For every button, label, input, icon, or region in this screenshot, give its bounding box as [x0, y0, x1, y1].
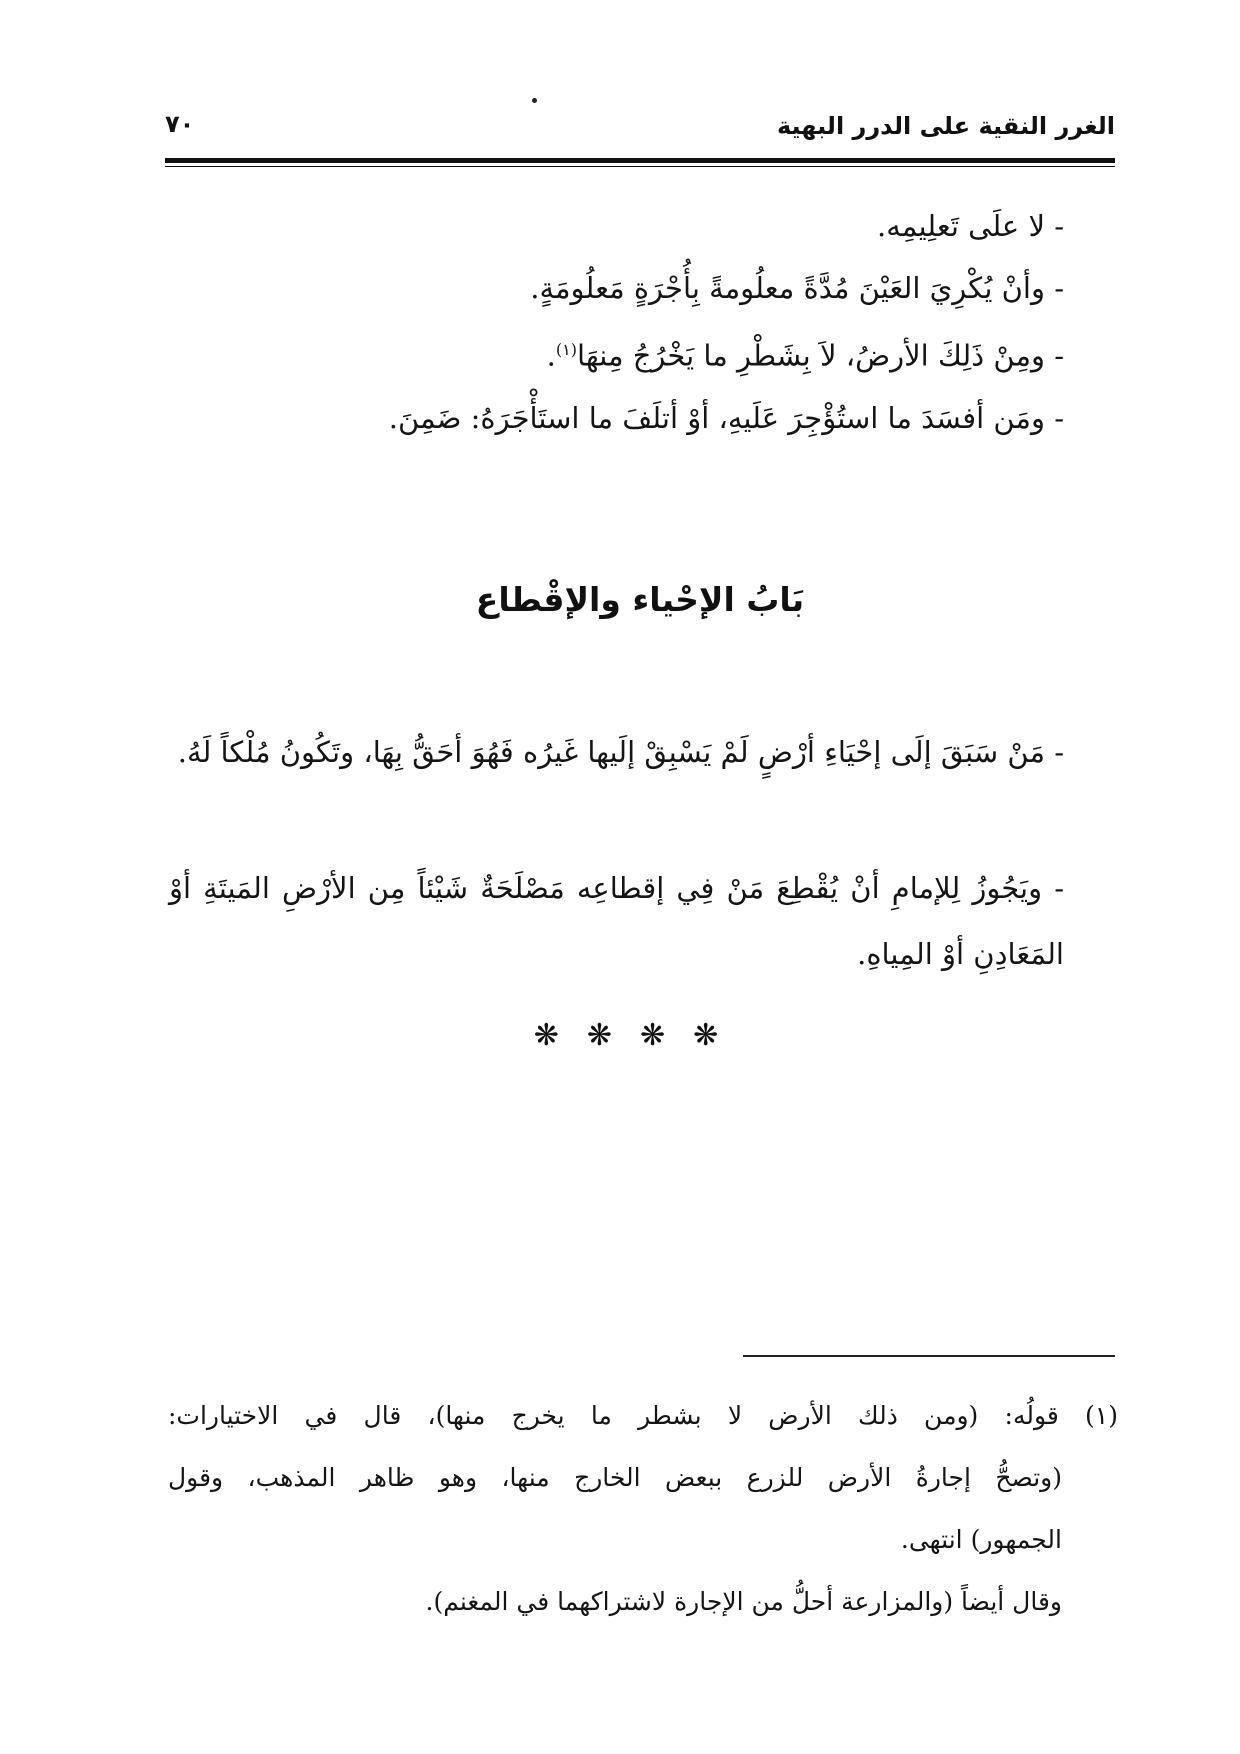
header-rule-thin [165, 166, 1115, 167]
text-line: - لا علَى تَعلِيمِه. [876, 209, 1064, 243]
text-line-end: . [546, 338, 556, 373]
footnote-line: (١) قولُه: (ومن ذلك الأرض لا بشطر ما يخرج منها)، قال في الاختيارات: [168, 1401, 1118, 1430]
page-header [165, 108, 1115, 152]
section-separator: ❋❋❋❋ [533, 1018, 747, 1053]
continued-text [164, 195, 1064, 449]
footnotes [168, 1385, 1118, 1633]
page-number: ٧٠ [165, 110, 195, 138]
footnote-line: الجمهور) انتهى. [900, 1525, 1062, 1554]
header-dot [532, 98, 537, 103]
footnote-line: (وتصحُّ إجارةُ الأرض للزرع ببعض الخارج منها، وهو ظاهر المذهب، وقول [168, 1463, 1062, 1492]
footnote-reference[interactable]: (١) [555, 340, 577, 359]
running-title: الغرر النقية على الدرر البهية [776, 112, 1115, 140]
text-line-body: - ومِنْ ذَلِكَ الأرضُ، لاَ بِشَطْرِ ما يَخْرُجُ مِنهَا [576, 338, 1064, 373]
text-line [164, 319, 1064, 387]
paragraph: - ويَجُوزُ لِلإمامِ أنْ يُقْطِعَ مَنْ فِي إقطاعِه مَصْلَحَةٌ شَيْئاً مِن الأرْضِ المَيتَةِ أوْ المَعَادِنِ أوْ المِياهِ. [169, 871, 1064, 971]
text-line: - وأنْ يُكْرِيَ العَيْنَ مُدَّةً معلُومةً بِأُجْرَةٍ مَعلُومَةٍ. [530, 271, 1064, 305]
paragraph: - مَنْ سَبَقَ إلَى إحْيَاءِ أرْضٍ لَمْ يَسْبِقْ إلَيها غَيرُه فَهُوَ أحَقُّ بِهَا، وتَكُونُ مُلْكاً لَهُ. [177, 735, 1064, 769]
section-heading: بَابُ الإحْياء والإقْطاع [475, 580, 805, 619]
footnote-line: وقال أيضاً (والمزارعة أحلُّ من الإجارة لاشتراكهما في المغنم). [425, 1587, 1062, 1616]
text-line: - ومَن أفسَدَ ما استُؤْجِرَ عَلَيهِ، أوْ أتلَفَ ما استَأْجَرَهُ: ضَمِنَ. [388, 400, 1064, 435]
footnote-rule [743, 1355, 1115, 1357]
header-rule-thick [165, 158, 1115, 163]
